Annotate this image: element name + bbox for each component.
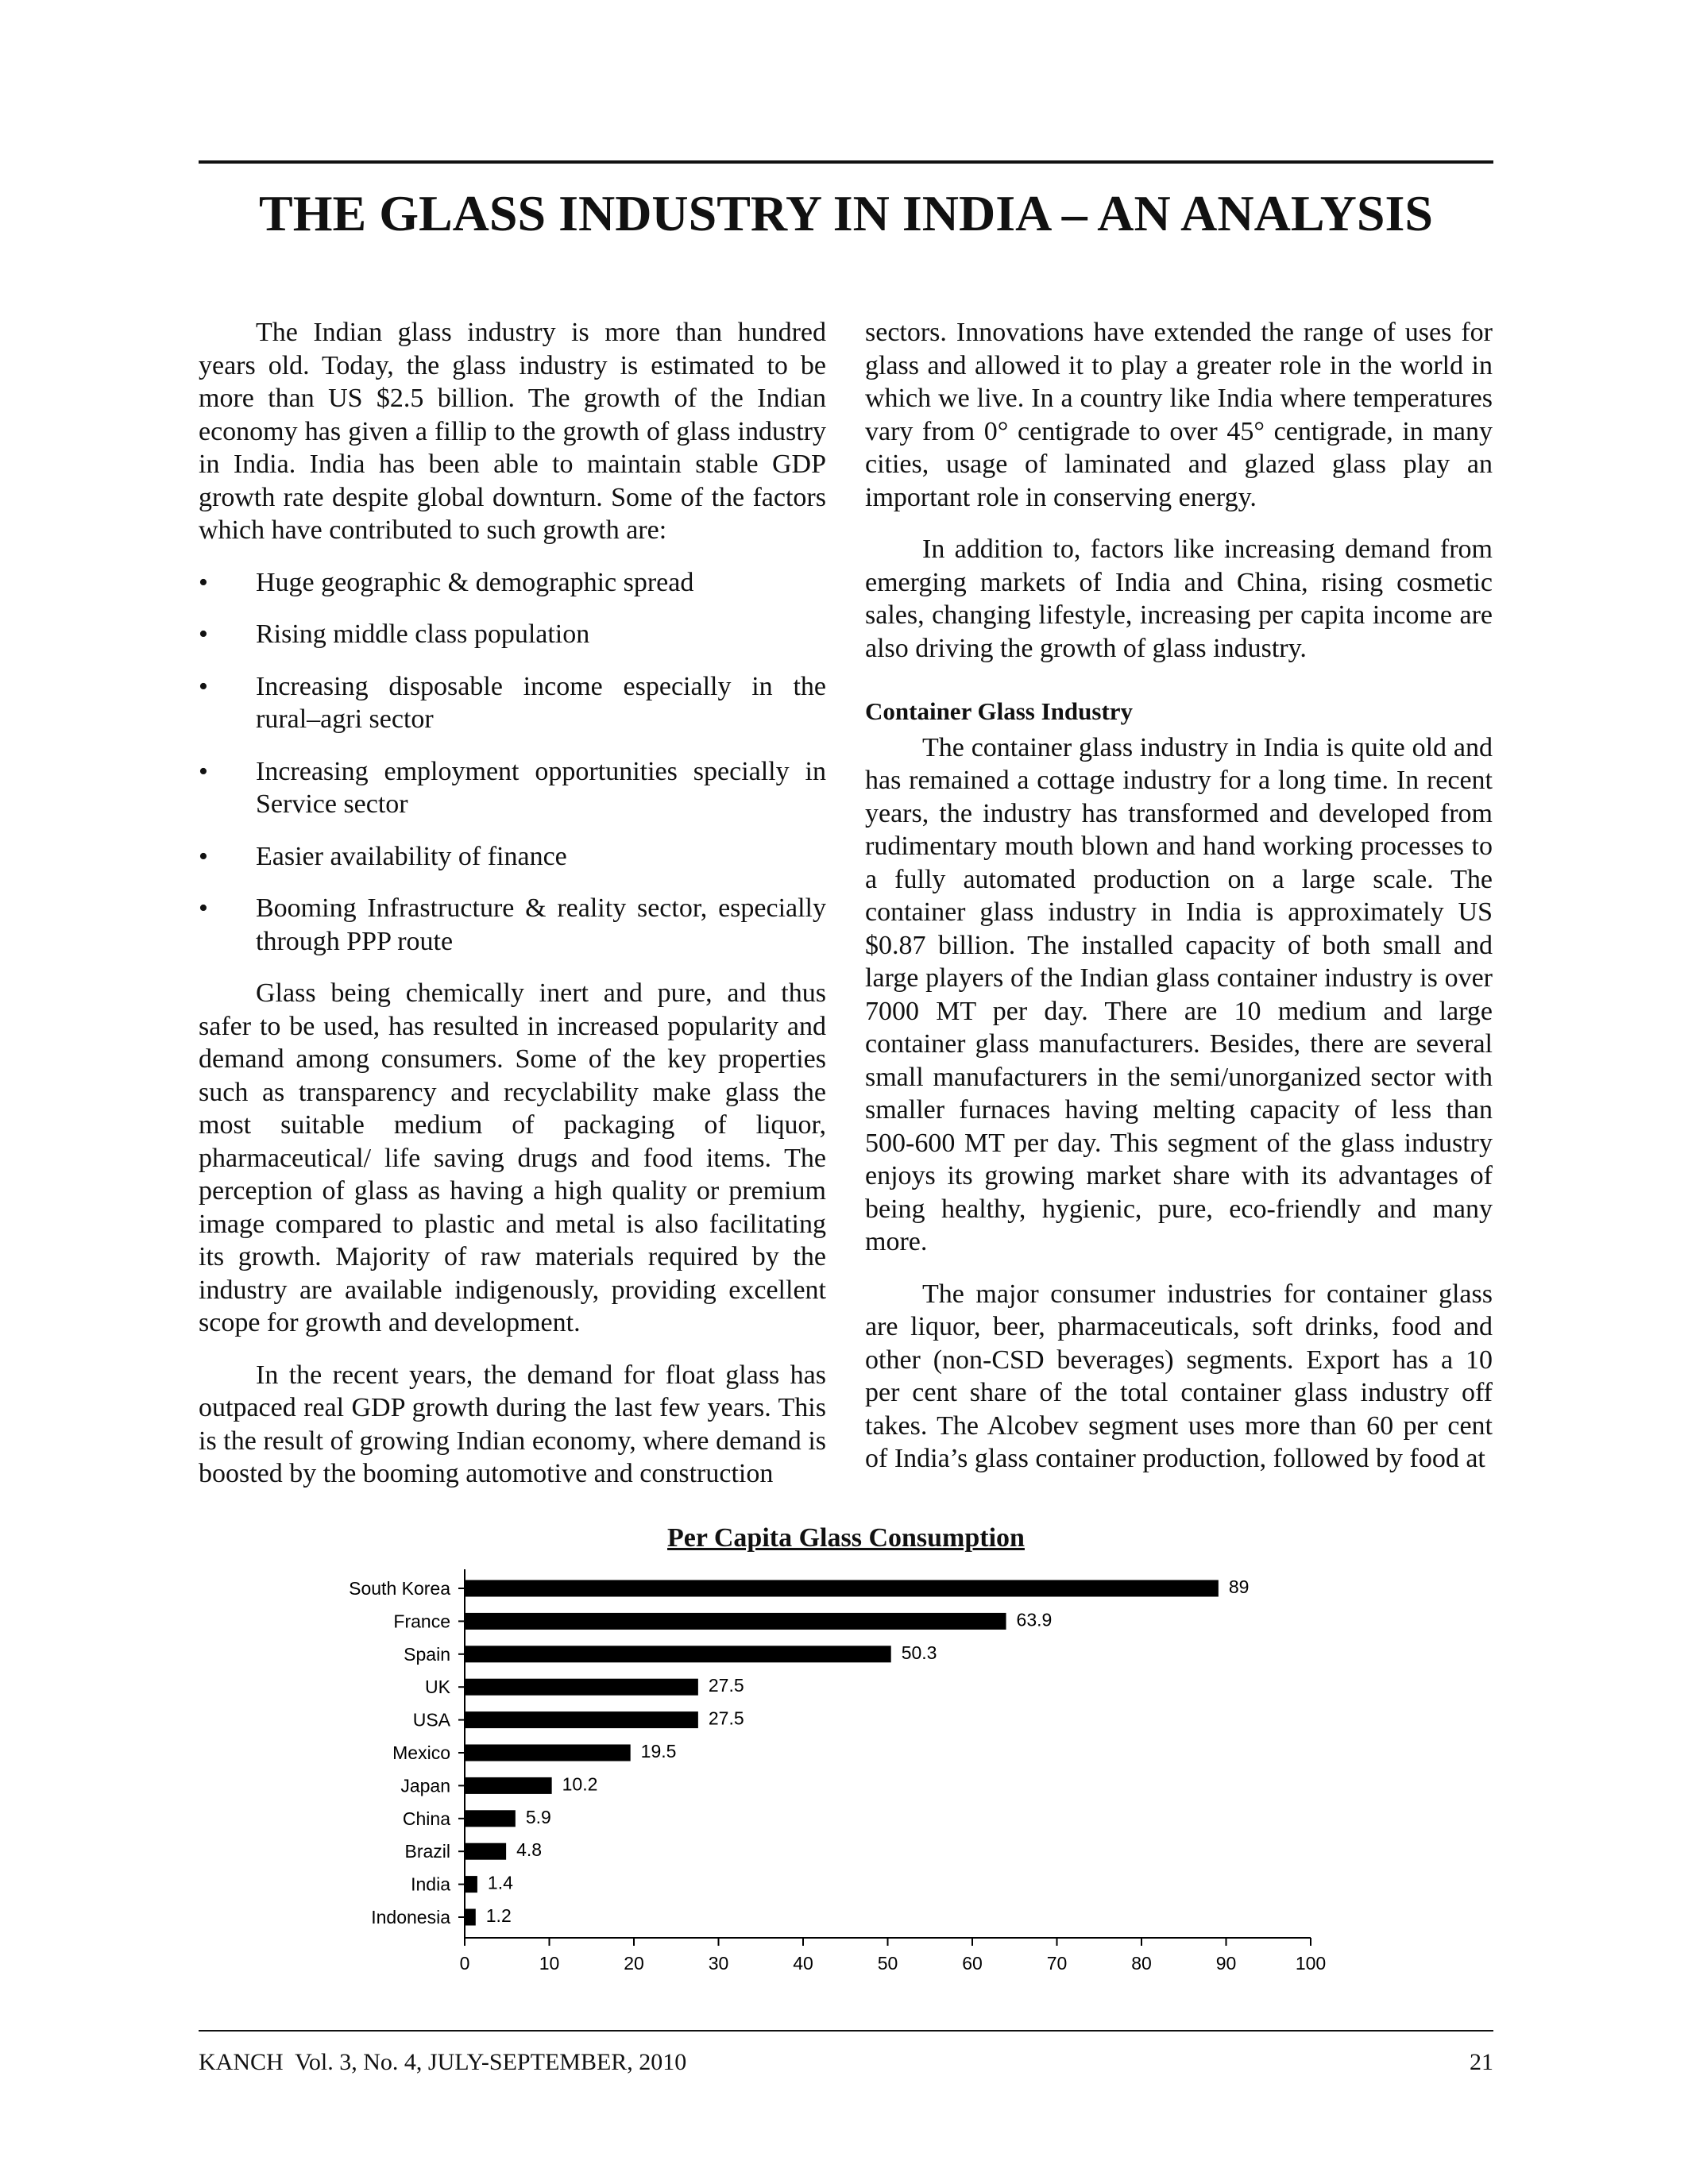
category-label: USA (412, 1709, 450, 1731)
list-item-text: Huge geographic & demographic spread (256, 567, 694, 597)
data-label: 27.5 (708, 1707, 744, 1729)
list-item-text: Increasing employment opportunities specially in Service sector (256, 756, 826, 819)
bar (465, 1810, 516, 1827)
x-tick-label: 10 (539, 1953, 560, 1974)
left-paragraph-1: The Indian glass industry is more than hundred years old. Today, the glass industry is estimated to be more than US $2.5 billion. The growth of the Indian economy has given a fillip to the growth of glass industry in India. India has been able to maintain stable GDP growth rate despite global downturn. Some of the factors which have contributed to such growth are: (199, 318, 826, 545)
list-item-text: Booming Infrastructure & reality sector, especially through PPP route (256, 893, 826, 956)
data-label: 19.5 (640, 1741, 677, 1761)
right-paragraph-1: sectors. Innovations have extended the range of uses for glass and allowed it to play a greater role in the world in which we live. In a country like India where temperatures vary from 0° centigrade to over 45° centigrade, in many cities, usage of laminated and glazed glass play an important role in conserving energy. (865, 318, 1493, 512)
right-column (865, 316, 1493, 1476)
category-label: Brazil (404, 1841, 450, 1862)
list-item-text: Increasing disposable income especially in the rural–agri sector (256, 671, 826, 734)
data-label: 89 (1228, 1576, 1250, 1597)
growth-factors-list (199, 566, 826, 959)
left-paragraph-3: In the recent years, the demand for float glass has outpaced real GDP growth during the last few years. This is the result of growing Indian economy, where demand is boosted by the booming automotive and construction (199, 1360, 826, 1488)
x-tick-label: 100 (1295, 1953, 1327, 1974)
left-column (199, 316, 826, 1491)
data-label: 63.9 (1016, 1609, 1053, 1630)
bar (465, 1613, 1006, 1630)
list-item (199, 618, 826, 651)
list-item-text: Easier availability of finance (256, 841, 567, 871)
x-tick-label: 30 (708, 1953, 729, 1974)
bullet-icon: • (199, 567, 208, 597)
x-tick-label: 80 (1131, 1953, 1152, 1974)
x-tick-label: 90 (1215, 1953, 1237, 1974)
bar (465, 1876, 477, 1893)
data-label: 50.3 (901, 1642, 937, 1663)
chart-title: Per Capita Glass Consumption (667, 1523, 1025, 1553)
x-tick-label: 70 (1046, 1953, 1068, 1974)
data-label: 4.8 (516, 1839, 543, 1861)
bullet-icon: • (199, 671, 208, 701)
category-label: Japan (400, 1775, 450, 1796)
bar (465, 1843, 506, 1860)
category-label: China (402, 1808, 450, 1829)
list-item (199, 892, 826, 958)
list-item (199, 755, 826, 821)
footer-rule (199, 2030, 1493, 2032)
bullet-icon: • (199, 893, 208, 923)
bullet-icon: • (199, 619, 208, 649)
category-label: India (411, 1873, 450, 1895)
right-paragraph-4: The major consumer industries for container glass are liquor, beer, pharmaceuticals, soft drinks, food and other (non-CSD beverages) segments. Export has a 10 per cent share of the total container glass industry off takes. The Alcobev segment uses more than 60 per cent of India’s glass container production, followed by food at (865, 1279, 1493, 1473)
list-item (199, 840, 826, 874)
x-tick-label: 20 (624, 1953, 644, 1974)
page-number: 21 (1470, 2049, 1493, 2075)
category-label: France (393, 1611, 450, 1632)
list-item (199, 566, 826, 600)
x-tick-label: 40 (793, 1953, 813, 1974)
data-label: 1.2 (485, 1905, 512, 1926)
category-label: Spain (404, 1643, 450, 1665)
data-label: 27.5 (708, 1675, 744, 1696)
bar (465, 1777, 552, 1794)
bar (465, 1909, 476, 1926)
left-paragraph-2: Glass being chemically inert and pure, and thus safer to be used, has resulted in increased popularity and demand among consumers. Some of the key properties such as transparency and recyclability make glass the most suitable medium of packaging of liquor, pharmaceutical/ life saving drugs and food items. The perception of glass as having a high quality or premium image compared to plastic and metal is also facilitating its growth. Majority of raw materials required by the industry are available indigenously, providing excellent scope for growth and development. (199, 978, 826, 1337)
x-tick-label: 0 (459, 1953, 470, 1974)
x-tick-label: 60 (962, 1953, 983, 1974)
category-label: Mexico (392, 1742, 450, 1763)
category-label: South Korea (349, 1578, 450, 1599)
category-label: Indonesia (371, 1907, 450, 1927)
data-label: 10.2 (562, 1773, 598, 1795)
right-paragraph-3: The container glass industry in India is quite old and has remained a cottage industry for a long time. In recent years, the industry has transformed and developed from rudimentary mouth blown and hand working processes to a fully automated production on a large scale. The container glass industry in India is approximately US $0.87 billion. The installed capacity of both small and large players of the Indian glass container industry is over 7000 MT per day. There are 10 medium and large container glass manufacturers. Besides, there are several small manufacturers in the semi/unorganized sector with smaller furnaces having melting capacity of less than 500-600 MT per day. This segment of the glass industry enjoys its growing market share with its advantages of being healthy, hygienic, pure, eco-friendly and many more. (865, 732, 1493, 1256)
category-label: UK (425, 1677, 450, 1698)
section-heading: Container Glass Industry (865, 697, 1134, 725)
bar (465, 1580, 1219, 1597)
right-paragraph-2: In addition to, factors like increasing demand from emerging markets of India and China, rising cosmetic sales, changing lifestyle, increasing per capita income are also driving the growth of glass industry. (865, 534, 1493, 663)
article-title: THE GLASS INDUSTRY IN INDIA – AN ANALYSIS (259, 185, 1433, 241)
header-rule (199, 160, 1493, 164)
bullet-icon: • (199, 756, 208, 786)
data-label: 1.4 (487, 1872, 513, 1893)
x-tick-label: 50 (877, 1953, 898, 1974)
bar (465, 1646, 891, 1662)
bar (465, 1745, 631, 1761)
list-item-text: Rising middle class population (256, 619, 590, 649)
list-item (199, 670, 826, 736)
data-label: 5.9 (525, 1806, 551, 1827)
bar (465, 1679, 698, 1696)
footer-journal: KANCH Vol. 3, No. 4, JULY-SEPTEMBER, 2010 (199, 2049, 687, 2075)
bullet-icon: • (199, 841, 208, 871)
bar (465, 1711, 698, 1728)
